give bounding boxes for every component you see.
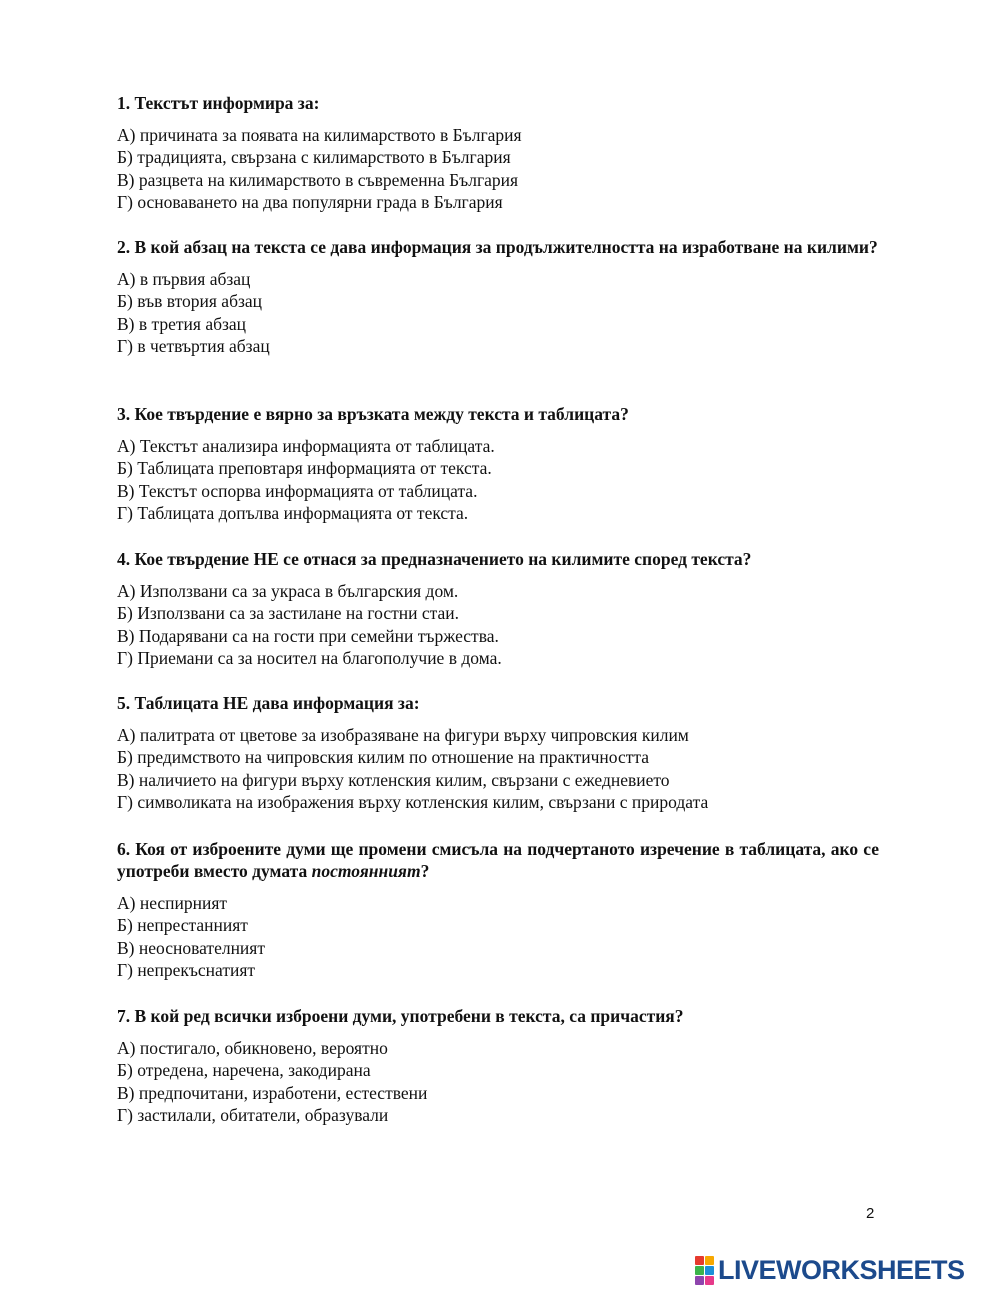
question-title (117, 838, 879, 882)
answer-option-b: Б) отредена, наречена, закодирана (117, 1060, 371, 1081)
question-4 (117, 548, 879, 670)
answer-option-d: Г) в четвъртия абзац (117, 336, 270, 357)
question-7 (117, 1005, 879, 1127)
question-title: 4. Кое твърдение НЕ се отнася за предназначението на килимите според текста? (117, 549, 752, 569)
answer-option-a: А) Използвани са за украса в българския дом. (117, 581, 459, 601)
question-title-text: 6. Коя от изброените думи ще промени смисъла на подчертаното изречение в таблицата, ако се употреби вместо думата (117, 839, 879, 881)
question-5 (117, 692, 879, 814)
question-title: 5. Таблицата НЕ дава информация за: (117, 693, 420, 713)
liveworksheets-logo-icon (695, 1256, 714, 1285)
answer-option-b: Б) традицията, свързана с килимарството в България (117, 147, 511, 168)
answer-option-d: Г) Приемани са за носител на благополучие в дома. (117, 648, 502, 669)
answer-option-a: А) палитрата от цветове за изобразяване на фигури върху чипровския килим (117, 725, 689, 745)
answer-option-b: Б) във втория абзац (117, 291, 263, 312)
answer-option-a: А) Текстът анализира информацията от таблицата. (117, 436, 495, 456)
answer-option-a: А) причината за появата на килимарството в България (117, 125, 522, 145)
answer-option-c: В) предпочитани, изработени, естествени (117, 1082, 428, 1103)
logo-text: LIVEWORKSHEETS (718, 1254, 965, 1285)
question-3 (117, 403, 879, 525)
question-title: 3. Кое твърдение е вярно за връзката между текста и таблицата? (117, 404, 629, 424)
question-1 (117, 92, 879, 214)
question-title: 2. В кой абзац на текста се дава информация за продължителността на изработване на килими? (117, 237, 878, 257)
liveworksheets-logo (695, 1255, 965, 1285)
question-title-end: ? (420, 861, 430, 881)
question-title: 1. Текстът информира за: (117, 93, 320, 113)
answer-option-a: А) в първия абзац (117, 269, 251, 289)
question-2 (117, 236, 879, 358)
answer-option-b: Б) непрестанният (117, 915, 248, 936)
question-title-italic-word: постоянният (311, 861, 421, 881)
answer-option-c: В) разцвета на килимарството в съвременна България (117, 169, 519, 190)
page-number: 2 (866, 1205, 875, 1222)
answer-option-d: Г) застилали, обитатели, образували (117, 1105, 389, 1126)
answer-option-c: В) Подарявани са на гости при семейни тържества. (117, 625, 499, 646)
answer-option-a: А) постигало, обикновено, вероятно (117, 1038, 388, 1058)
answer-option-b: Б) Таблицата преповтаря информацията от текста. (117, 458, 492, 479)
answer-option-d: Г) непрекъснатият (117, 960, 256, 981)
answer-option-b: Б) Използвани са за застилане на гостни стаи. (117, 603, 459, 624)
answer-option-a: А) неспирният (117, 893, 228, 913)
answer-option-c: В) Текстът оспорва информацията от таблицата. (117, 480, 478, 501)
answer-option-b: Б) предимството на чипровския килим по отношение на практичността (117, 747, 649, 768)
answer-option-c: В) в третия абзац (117, 313, 247, 334)
question-title: 7. В кой ред всички изброени думи, употребени в текста, са причастия? (117, 1006, 684, 1026)
answer-option-d: Г) основаването на два популярни града в България (117, 192, 503, 213)
answer-option-c: В) наличието на фигури върху котленския килим, свързани с ежедневието (117, 769, 670, 790)
answer-option-d: Г) символиката на изображения върху котленския килим, свързани с природата (117, 792, 709, 813)
answer-option-c: В) неоснователният (117, 937, 265, 958)
answer-option-d: Г) Таблицата допълва информацията от текста. (117, 503, 469, 524)
question-6 (117, 838, 879, 982)
